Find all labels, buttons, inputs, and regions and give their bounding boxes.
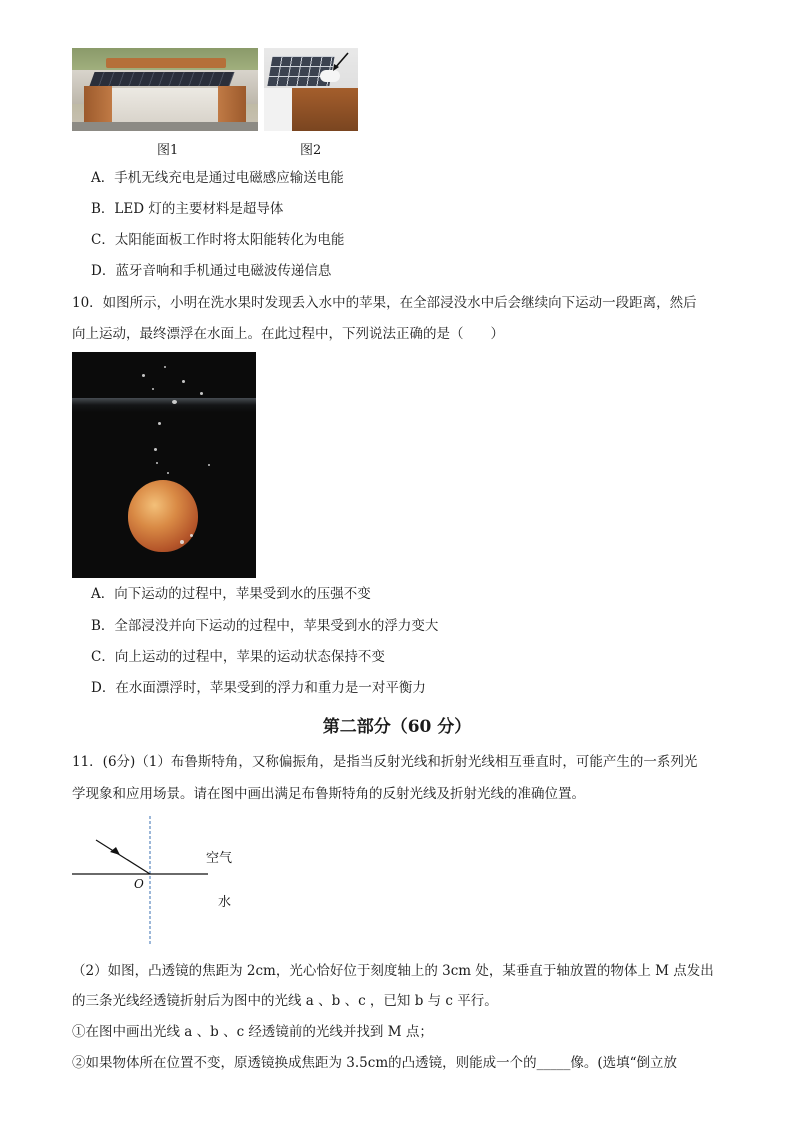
figure-1-solar-bench-photo	[72, 48, 258, 131]
figure-1-caption: 图1	[157, 143, 179, 158]
q9-option-b: B．LED 灯的主要材料是超导体	[91, 201, 284, 217]
q11-sub-question-1: ①在图中画出光线 a 、b 、c 经透镜前的光线并找到 M 点；	[72, 1024, 433, 1040]
q10-stem-line-2: 向上运动，最终漂浮在水面上。在此过程中，下列说法正确的是（ ）	[72, 326, 504, 342]
incident-ray	[96, 840, 150, 874]
solar-panel	[89, 72, 234, 86]
q11-part2-line-1: （2）如图，凸透镜的焦距为 2cm，光心恰好位于刻度轴上的 3cm 处，某垂直于轴放置的物体上 M 点发出	[72, 963, 714, 979]
q9-option-c: C．太阳能面板工作时将太阳能转化为电能	[91, 232, 345, 248]
q10-option-c: C．向上运动的过程中，苹果的运动状态保持不变	[91, 649, 385, 665]
q10-option-b: B．全部浸没并向下运动的过程中，苹果受到水的浮力变大	[91, 618, 439, 634]
q11-part2-line-2: 的三条光线经透镜折射后为图中的光线 a 、b 、c ，已知 b 与 c 平行。	[72, 993, 498, 1009]
q9-option-d: D．蓝牙音响和手机通过电磁波传递信息	[91, 263, 332, 279]
label-point-o: O	[134, 877, 144, 891]
q11-stem-line-1: 11．(6分)（1）布鲁斯特角，又称偏振角，是指当反射光线和折射光线相互垂直时，可能产生的一系列光	[72, 754, 698, 770]
q10-stem-line-1: 10．如图所示，小明在洗水果时发现丢入水中的苹果，在全部浸没水中后会继续向下运动一段距离，然后	[72, 295, 697, 311]
apple	[128, 480, 198, 552]
brewster-angle-diagram	[72, 816, 272, 946]
q10-option-a: A．向下运动的过程中，苹果受到水的压强不变	[91, 586, 371, 602]
apple-in-water-photo	[72, 352, 256, 578]
section-heading: 第二部分（60 分）	[322, 717, 472, 737]
label-air: 空气	[206, 851, 233, 866]
q11-sub-question-2: ②如果物体所在位置不变，原透镜换成焦距为 3.5cm的凸透镜，则能成一个的_____像。(选填“倒立放	[72, 1055, 678, 1071]
water-surface	[72, 398, 256, 412]
q10-option-d: D．在水面漂浮时，苹果受到的浮力和重力是一对平衡力	[91, 680, 426, 696]
q11-stem-line-2: 学现象和应用场景。请在图中画出满足布鲁斯特角的反射光线及折射光线的准确位置。	[72, 786, 585, 802]
q9-option-a: A．手机无线充电是通过电磁感应输送电能	[91, 170, 344, 186]
incident-ray-arrow	[110, 847, 120, 855]
figure-2-caption: 图2	[300, 143, 322, 158]
label-water: 水	[218, 895, 232, 910]
arrow-icon	[330, 52, 350, 72]
figure-2-closeup-photo	[264, 48, 358, 131]
